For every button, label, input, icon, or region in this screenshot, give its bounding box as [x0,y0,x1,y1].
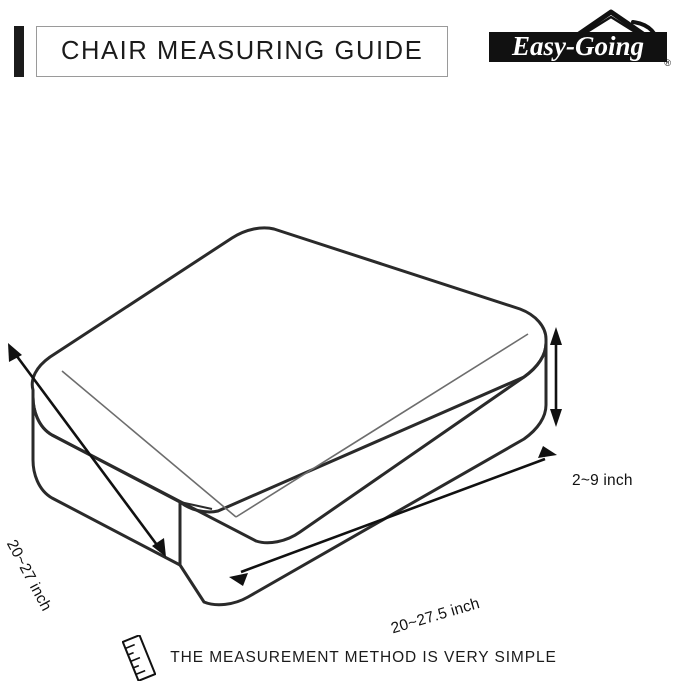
brand-logo [483,8,673,74]
ruler-icon [122,635,156,681]
cushion-seam-left [62,371,236,517]
cushion-seam-right [236,334,528,517]
height-dimension-label: 2~9 inch [572,472,633,489]
page-title-box [36,26,448,77]
svg-text:Easy-Going: Easy-Going [511,31,645,61]
title-accent-bar [14,26,24,77]
footer-text: THE MEASUREMENT METHOD IS VERY SIMPLE [170,649,557,666]
footer-content [0,628,679,688]
cushion-front-face [180,343,546,605]
depth-dimension-label: 20~27 inch [2,537,55,615]
cushion-diagram [0,105,679,638]
easy-going-logo-icon [483,8,673,74]
page-title: CHAIR MEASURING GUIDE [61,37,424,65]
cushion-left-face [33,397,180,565]
cushion-illustration [0,105,679,625]
cushion-outline [32,228,546,543]
header [0,0,679,110]
registered-trademark-symbol: ® [664,58,671,68]
width-dimension-label: 20~27.5 inch [389,594,482,638]
footer [0,628,679,688]
height-dimension-arrow [550,327,562,427]
